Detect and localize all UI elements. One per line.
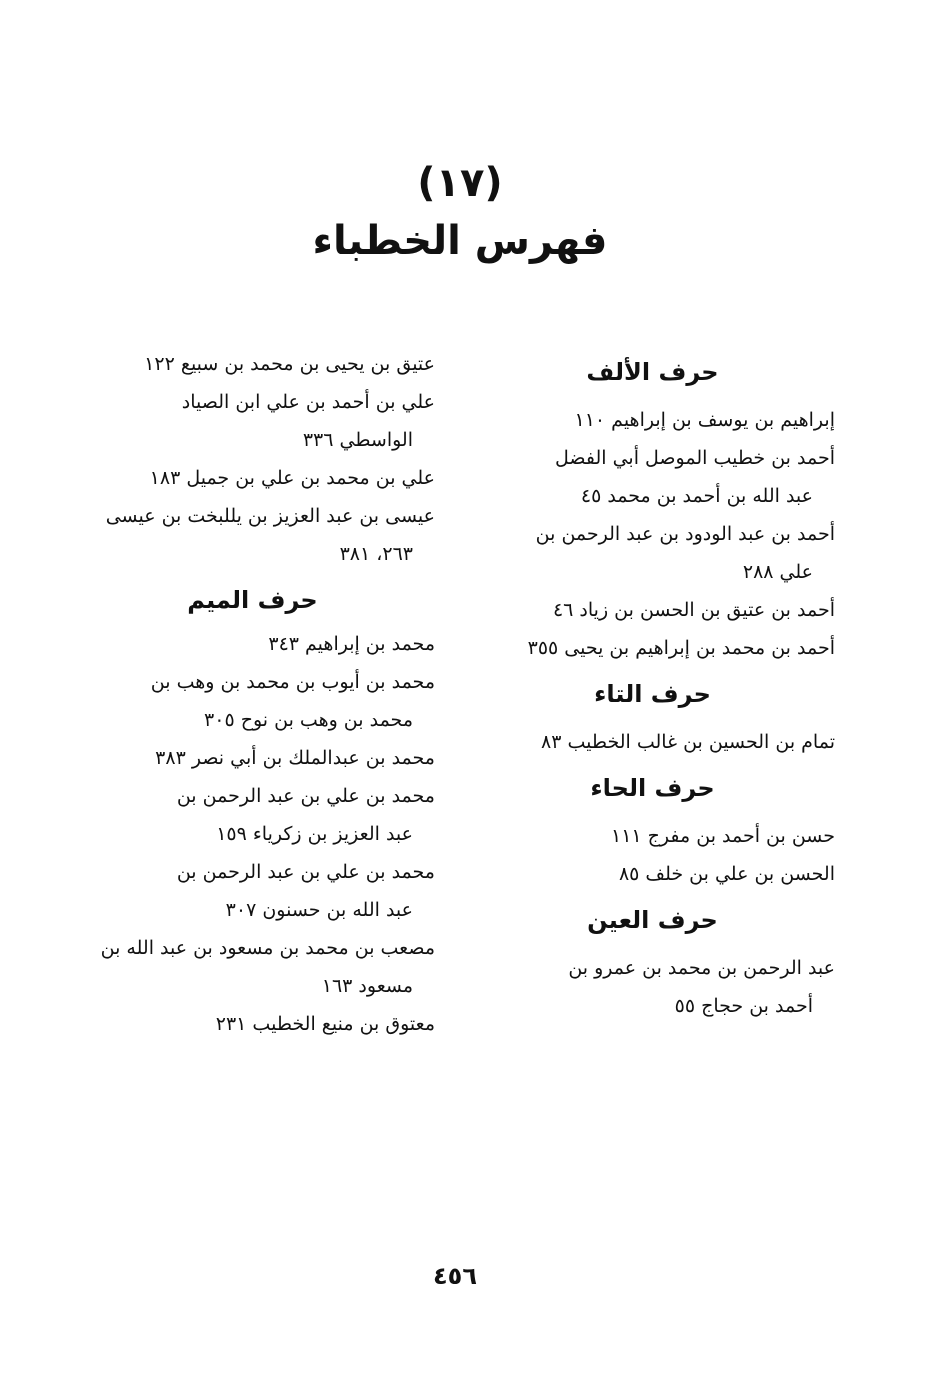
entry-line: محمد بن إبراهيم ٣٤٣ [268,633,435,655]
letter-heading: حرف التاء [594,680,711,708]
entry-line: محمد بن عبدالملك بن أبي نصر ٣٨٣ [155,747,435,769]
right-column [470,345,835,1025]
index-entry [470,949,835,1025]
entry-line: عبد الرحمن بن محمد بن عمرو بن [568,957,835,979]
index-entry [470,439,835,515]
letter-heading: حرف الألف [586,358,719,386]
entry-continuation: عبد العزيز بن زكرياء ١٥٩ [216,823,413,845]
index-entry [470,855,835,893]
entry-line: أحمد بن محمد بن إبراهيم بن يحيى ٣٥٥ [527,637,835,659]
entry-line: إبراهيم بن يوسف بن إبراهيم ١١٠ [574,409,835,431]
entry-continuation: الواسطي ٣٣٦ [302,429,413,451]
page-number: ٤٥٦ [433,1262,477,1290]
entry-continuation: علي ٢٨٨ [742,561,813,583]
entry-line: أحمد بن عبد الودود بن عبد الرحمن بن [535,523,835,545]
entry-line: محمد بن علي بن عبد الرحمن بن [176,861,435,883]
entry-line: محمد بن أيوب بن محمد بن وهب بن [150,671,435,693]
index-entry [470,629,835,667]
index-title: فهرس الخطباء [312,218,608,264]
index-entry [70,345,435,383]
index-entry [470,401,835,439]
index-entry [70,663,435,739]
entry-line: عيسى بن عبد العزيز بن يللبخت بن عيسى [105,505,435,527]
entry-continuation: ٢٦٣، ٣٨١ [339,543,413,565]
letter-heading: حرف العين [587,906,718,934]
entry-line: مصعب بن محمد بن مسعود بن عبد الله بن [100,937,435,959]
index-entry [70,1005,435,1043]
letter-heading: حرف الميم [187,586,318,614]
index-entry [70,777,435,853]
index-entry [70,739,435,777]
entry-line: علي بن محمد بن علي بن جميل ١٨٣ [149,467,435,489]
entry-line: عتيق بن يحيى بن محمد بن سبيع ١٢٢ [144,353,435,375]
entry-line: أحمد بن خطيب الموصل أبي الفضل [555,447,835,469]
entry-line: محمد بن علي بن عبد الرحمن بن [176,785,435,807]
index-entry [470,591,835,629]
index-entry [70,383,435,459]
index-entry [70,853,435,929]
index-number: (١٧) [417,160,503,206]
index-entry [70,459,435,497]
entry-line: الحسن بن علي بن خلف ٨٥ [618,863,835,885]
entry-continuation: محمد بن وهب بن نوح ٣٠٥ [204,709,413,731]
entry-line: معتوق بن منيع الخطيب ٢٣١ [215,1013,435,1035]
index-entry [470,515,835,591]
index-entry [70,625,435,663]
entry-line: تمام بن الحسين بن غالب الخطيب ٨٣ [541,731,835,753]
index-entry [70,929,435,1005]
entry-continuation: عبد الله بن أحمد بن محمد ٤٥ [580,485,813,507]
entry-line: أحمد بن عتيق بن الحسن بن زياد ٤٦ [552,599,835,621]
entry-line: حسن بن أحمد بن مفرج ١١١ [610,825,835,847]
index-entry [470,817,835,855]
letter-heading: حرف الحاء [590,774,715,802]
entry-continuation: أحمد بن حجاج ٥٥ [674,995,813,1017]
index-entry [70,497,435,573]
entry-continuation: عبد الله بن حسنون ٣٠٧ [225,899,413,921]
left-column [70,345,435,1043]
entry-line: علي بن أحمد بن علي ابن الصياد [181,391,435,413]
entry-continuation: مسعود ١٦٣ [321,975,413,997]
index-entry [470,723,835,761]
